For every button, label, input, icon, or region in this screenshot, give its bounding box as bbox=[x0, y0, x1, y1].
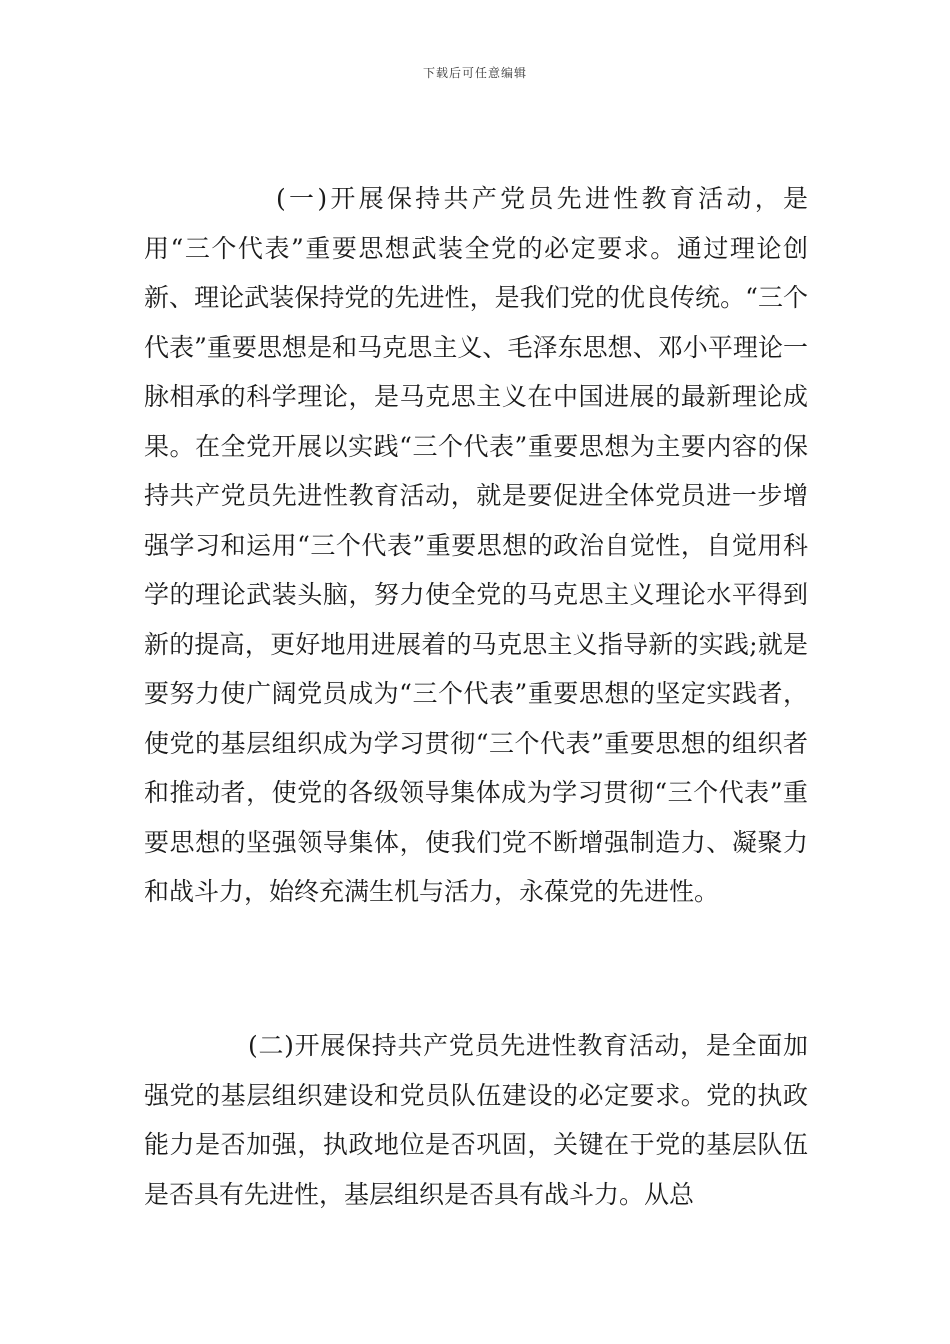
paragraph-1 bbox=[144, 174, 808, 917]
page-header: 下载后可任意编辑 bbox=[422, 66, 527, 80]
paragraph-2-text: (二)开展保持共产党员先进性教育活动，是全面加强党的基层组织建设和党员队伍建设的必定要求。党的执政能力是否加强，执政地位是否巩固，关键在于党的基层队伍是否具有先进性，基层组织是否具有战斗力。从总 bbox=[144, 1031, 808, 1209]
paragraph-1-text: (一)开展保持共产党员先进性教育活动，是用“三个代表”重要思想武装全党的必定要求。通过理论创新、理论武装保持党的先进性，是我们党的优良传统。“三个代表”重要思想是和马克思主义、毛泽东思想、邓小平理论一脉相承的科学理论，是马克思主义在中国进展的最新理论成果。在全党开展以实践“三个代表”重要思想为主要内容的保持共产党员先进性教育活动，就是要促进全体党员进一步增强学习和运用“三个代表”重要思想的政治自觉性，自觉用科学的理论武装头脑，努力使全党的马克思主义理论水平得到新的提高，更好地用进展着的马克思主义指导新的实践;就是要努力使广阔党员成为“三个代表”重要思想的坚定实践者，使党的基层组织成为学习贯彻“三个代表”重要思想的组织者和推动者，使党的各级领导集体成为学习贯彻“三个代表”重要思想的坚强领导集体，使我们党不断增强制造力、凝聚力和战斗力，始终充满生机与活力，永葆党的先进性。 bbox=[144, 184, 808, 906]
paragraph-2 bbox=[144, 1021, 808, 1219]
